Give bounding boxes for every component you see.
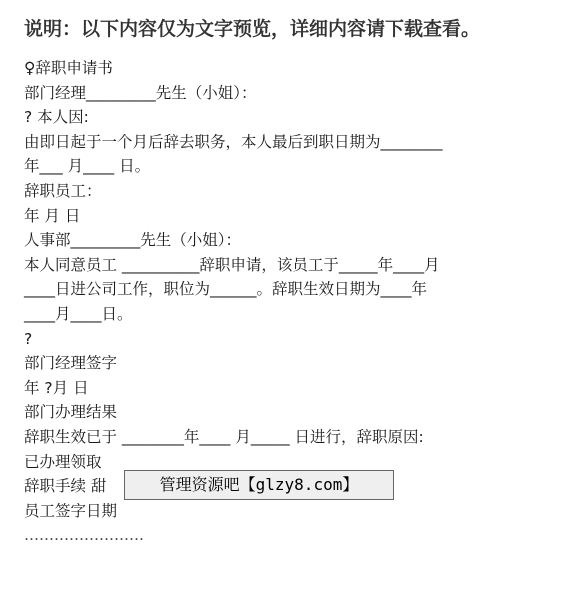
doc-line: 辞职手续 甜 xyxy=(24,477,107,496)
doc-title: ♀辞职申请书 xyxy=(24,59,113,77)
doc-line: 人事部_________先生（小姐）： xyxy=(24,231,242,250)
doc-line: 年 ?月 日 xyxy=(24,378,89,397)
doc-line: 由即日起于一个月后辞去职务，本人最后到职日期为________ xyxy=(24,132,443,151)
watermark-banner: 管理资源吧【glzy8.com】 xyxy=(124,470,394,500)
doc-line: ____月____日。 xyxy=(24,304,133,323)
preview-notice: 说明：以下内容仅为文字预览，详细内容请下载查看。 xyxy=(24,18,481,40)
ellipsis-dots: …………………… xyxy=(24,526,144,545)
doc-line: 本人同意员工 __________辞职申请，该员工于_____年____月 xyxy=(24,255,440,274)
doc-line: 部门经理签字 xyxy=(24,354,118,373)
doc-line: 辞职员工： xyxy=(24,181,102,200)
doc-line: ? xyxy=(24,329,33,348)
doc-line: ? 本人因: xyxy=(24,108,89,127)
doc-line: 部门办理结果 xyxy=(24,403,118,422)
doc-line: 员工签字日期 xyxy=(24,501,118,520)
doc-line: 部门经理_________先生（小姐）： xyxy=(24,83,257,102)
doc-line: 年 月 日 xyxy=(24,206,81,225)
doc-line: 年___ 月____ 日。 xyxy=(24,157,151,176)
doc-line: 辞职生效已于 ________年____ 月_____ 日进行，辞职原因: xyxy=(24,427,424,446)
doc-line: ____日进公司工作，职位为______。辞职生效日期为____年 xyxy=(24,280,428,299)
doc-line: 已办理领取 xyxy=(24,452,102,471)
